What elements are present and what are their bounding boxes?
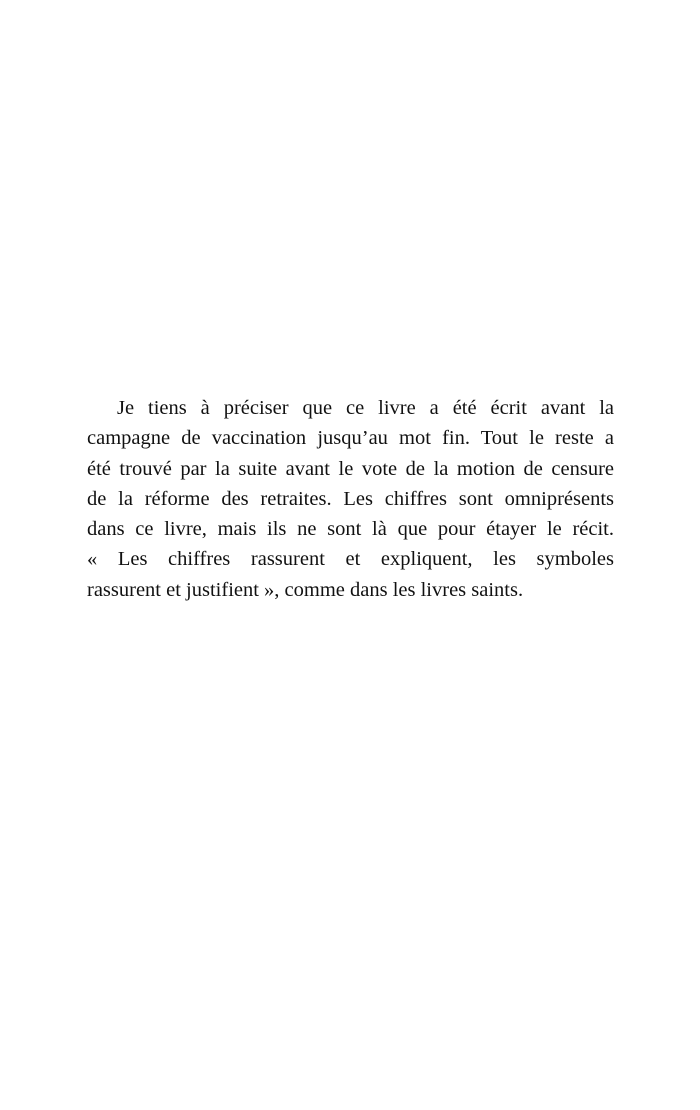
paragraph-line: dans ce livre, mais ils ne sont là que pour étayer le récit.	[87, 518, 614, 541]
author-note-paragraph	[87, 393, 614, 605]
paragraph-line: Je tiens à préciser que ce livre a été écrit avant la	[117, 397, 614, 419]
paragraph-line: campagne de vaccination jusqu’au mot fin. Tout le reste a	[87, 427, 614, 450]
paragraph-line: été trouvé par la suite avant le vote de la motion de censure	[87, 457, 614, 480]
paragraph-line: de la réforme des retraites. Les chiffres sont omniprésents	[87, 487, 614, 510]
paragraph-line: « Les chiffres rassurent et expliquent, les symboles	[87, 548, 614, 571]
paragraph-line: rassurent et justifient », comme dans les livres saints.	[87, 578, 524, 601]
